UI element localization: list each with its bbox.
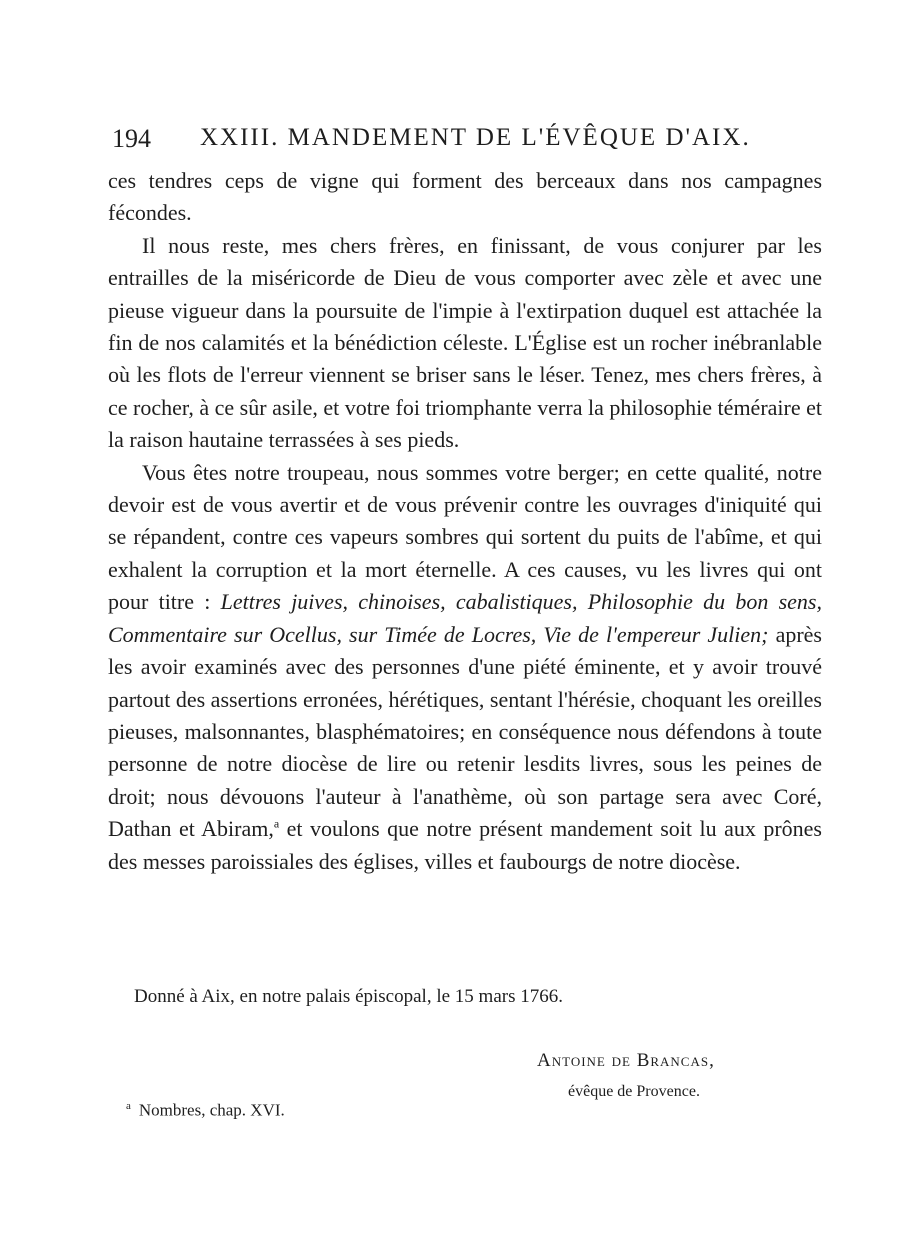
footnote xyxy=(126,1100,526,1121)
paragraph-condemnation xyxy=(108,457,822,878)
signature-name: Antoine de Brancas, xyxy=(537,1050,715,1071)
footnote-text: Nombres, chap. XVI. xyxy=(138,1100,285,1120)
condemned-book-titles: Lettres juives, chinoises, cabalistiques, Philosophie du bon sens, Commentaire sur Ocellus, sur Timée de Locres, Vie de l'empereur Julien; xyxy=(108,589,822,647)
paragraph-text-middle: après les avoir examinés avec des personnes d'une piété éminente, et y avoir trouvé partout des assertions erronées, hérétiques, sentant l'hérésie, choquant les oreilles pieuses, malsonnantes, blasphématoires; en conséquence nous défendons à toute personne de notre diocèse de lire ou retenir lesdits livres, sous les peines de droit; nous dévouons l'auteur à l'anathème, où son partage sera avec Coré, Dathan et Abiram, xyxy=(108,621,822,842)
paragraph-text-start: Vous êtes notre troupeau, nous sommes votre berger; en cette qualité, notre devoir est de vous avertir et de vous prévenir contre les ouvrages d'iniquité qui se répandent, contre ces vapeurs sombres qui sortent du puits de l'abîme, et qui exhalent la corruption et la mort éternelle. A ces causes, vu les livres qui ont pour titre : xyxy=(108,459,822,615)
footnote-reference: a xyxy=(273,816,280,831)
chapter-title: XXIII. MANDEMENT DE L'ÉVÊQUE D'AIX. xyxy=(200,124,751,151)
page-number: 194 xyxy=(112,124,151,153)
paragraph-continuation: ces tendres ceps de vigne qui forment des berceaux dans nos campagnes fécondes. xyxy=(108,168,822,226)
date-line: Donné à Aix, en notre palais épiscopal, le 15 mars 1766. xyxy=(134,986,563,1007)
body-text xyxy=(108,165,822,878)
running-head xyxy=(112,120,812,160)
footnote-marker: a xyxy=(126,1100,131,1112)
paragraph-text-end: et voulons que notre présent mandement soit lu aux prônes des messes paroissiales des églises, villes et faubourgs de notre diocèse. xyxy=(108,816,822,874)
signature-title: évêque de Provence. xyxy=(568,1083,700,1100)
paragraph-exhortation: Il nous reste, mes chers frères, en finissant, de vous conjurer par les entrailles de la miséricorde de Dieu de vous comporter avec zèle et avec une pieuse vigueur dans la poursuite de l'impie à l'extirpation duquel est attachée la fin de nos calamités et la bénédiction céleste. L'Église est un rocher inébranlable où les flots de l'erreur viennent se briser sans le léser. Tenez, mes chers frères, à ce rocher, à ce sûr asile, et votre foi triomphante verra la philosophie téméraire et la raison hautaine terrassées à ses pieds. xyxy=(108,232,822,453)
